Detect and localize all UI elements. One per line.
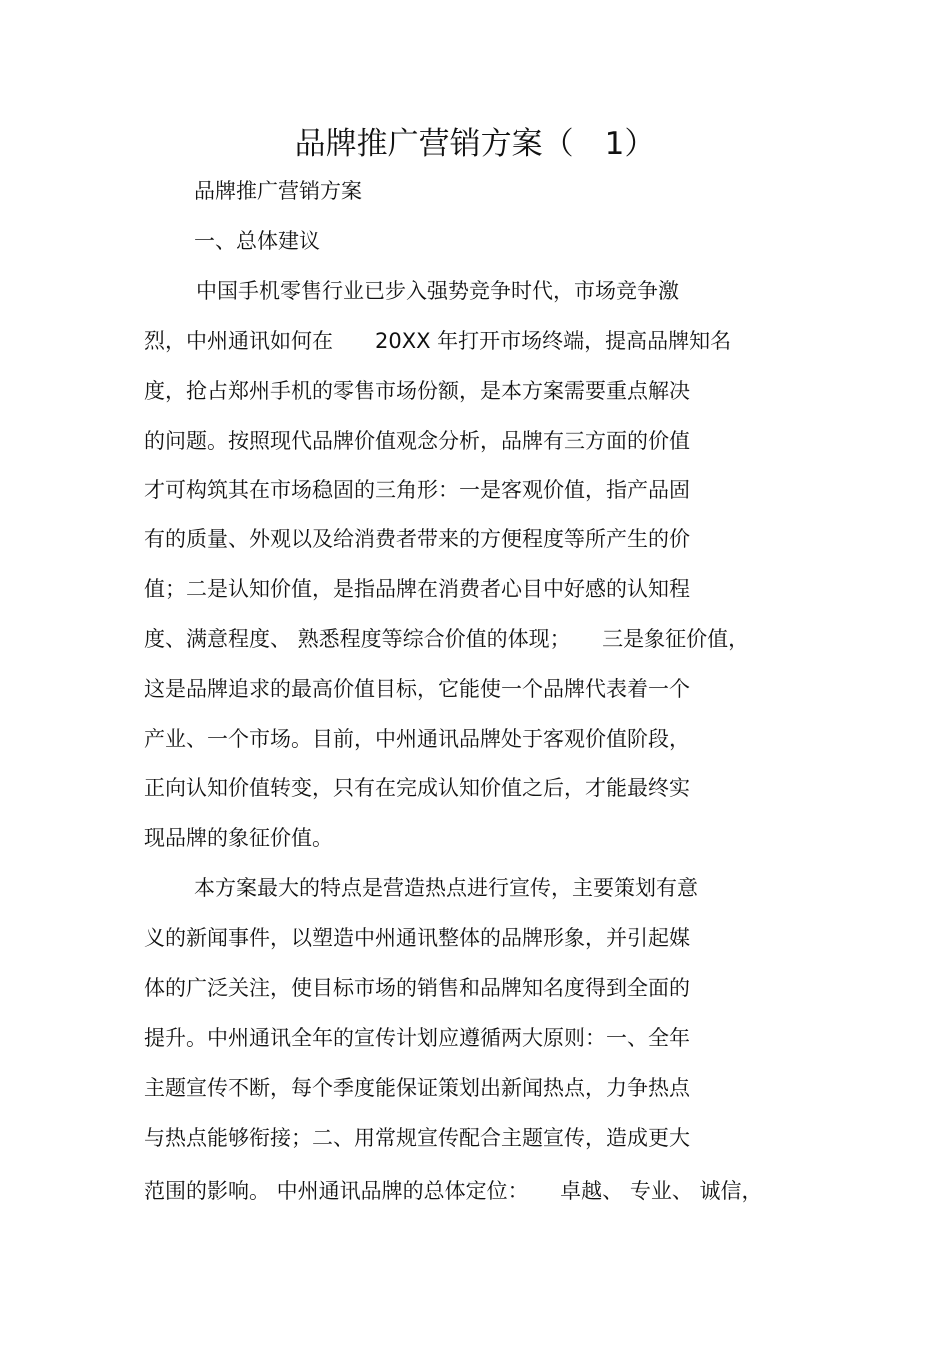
document-subtitle: 品牌推广营销方案 [194, 179, 362, 203]
paragraph-line: 提升。中州通讯全年的宣传计划应遵循两大原则：一、全年 [144, 1026, 690, 1050]
paragraph-line: 有的质量、外观以及给消费者带来的方便程度等所产生的价 [144, 527, 690, 551]
paragraph-line: 值；二是认知价值，是指品牌在消费者心目中好感的认知程 [144, 577, 690, 601]
paragraph-line: 产业、一个市场。目前，中州通讯品牌处于客观价值阶段， [144, 727, 690, 751]
paragraph-line: 现品牌的象征价值。 [144, 826, 333, 850]
paragraph-line: 体的广泛关注，使目标市场的销售和品牌知名度得到全面的 [144, 976, 690, 1000]
paragraph-line: 本方案最大的特点是营造热点进行宣传，主要策划有意 [194, 876, 698, 900]
document-title: 品牌推广营销方案（ 1） [294, 126, 656, 162]
paragraph-line: 度，抢占郑州手机的零售市场份额，是本方案需要重点解决 [144, 379, 690, 403]
paragraph-line: 度、满意程度、 熟悉程度等综合价值的体现； 三是象征价值， [144, 627, 750, 651]
paragraph-line: 与热点能够衔接；二、用常规宣传配合主题宣传，造成更大 [144, 1126, 690, 1150]
paragraph-line: 的问题。按照现代品牌价值观念分析，品牌有三方面的价值 [144, 429, 690, 453]
section-heading: 一、总体建议 [194, 229, 320, 253]
paragraph-line: 主题宣传不断，每个季度能保证策划出新闻热点，力争热点 [144, 1076, 690, 1100]
paragraph-line: 范围的影响。 中州通讯品牌的总体定位： 卓越、 专业、 诚信， [144, 1179, 763, 1203]
paragraph-line: 义的新闻事件，以塑造中州通讯整体的品牌形象，并引起媒 [144, 926, 690, 950]
paragraph-line: 正向认知价值转变，只有在完成认知价值之后，才能最终实 [144, 776, 690, 800]
paragraph-line: 烈，中州通讯如何在 20XX 年打开市场终端，提高品牌知名 [144, 329, 732, 353]
paragraph-line: 中国手机零售行业已步入强势竞争时代，市场竞争激 [196, 279, 679, 303]
paragraph-line: 才可构筑其在市场稳固的三角形：一是客观价值，指产品固 [144, 478, 690, 502]
paragraph-line: 这是品牌追求的最高价值目标，它能使一个品牌代表着一个 [144, 677, 690, 701]
